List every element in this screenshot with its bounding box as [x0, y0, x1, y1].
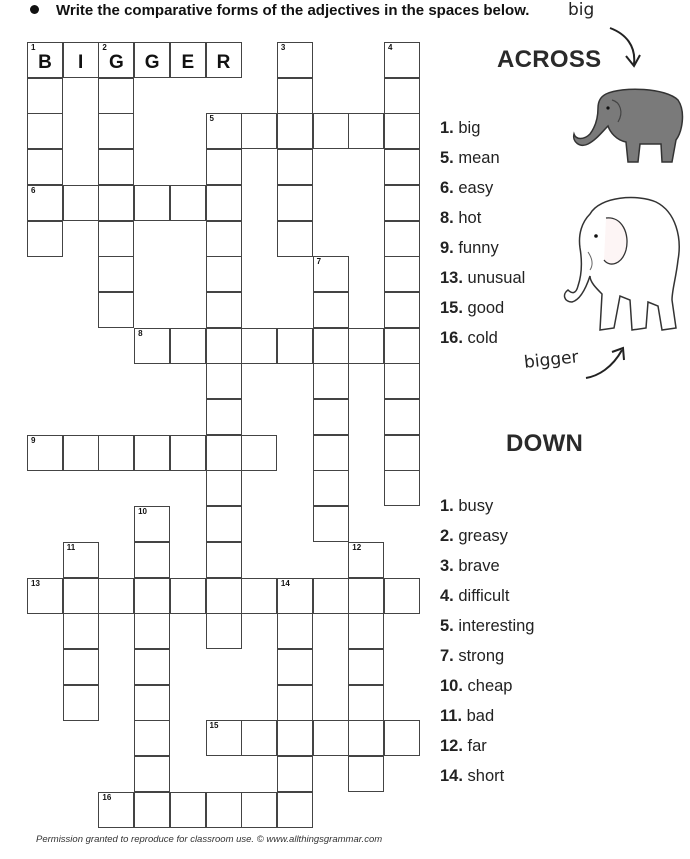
grid-cell[interactable]	[384, 42, 420, 78]
grid-cell[interactable]	[206, 292, 242, 328]
clue-label-number: 10.	[440, 677, 463, 695]
grid-cell[interactable]	[98, 221, 134, 257]
clue-word: difficult	[453, 587, 510, 605]
clue-label-number: 2.	[440, 527, 454, 545]
clue-word: hot	[453, 209, 482, 227]
down-clue	[440, 737, 487, 756]
grid-cell[interactable]	[313, 578, 349, 614]
big-elephant-icon	[560, 190, 688, 340]
clue-number: 2	[102, 43, 107, 52]
clue-label-number: 16.	[440, 329, 463, 347]
grid-cell[interactable]	[27, 435, 63, 471]
grid-cell[interactable]	[241, 328, 277, 364]
across-heading: ACROSS	[497, 46, 602, 73]
clue-number: 13	[31, 578, 40, 588]
grid-cell[interactable]	[27, 78, 63, 114]
grid-cell[interactable]	[134, 506, 170, 542]
example-word: big	[568, 0, 595, 20]
grid-cell[interactable]	[206, 363, 242, 399]
clue-number: 11	[66, 542, 76, 552]
clue-number: 5	[209, 114, 214, 124]
clue-word: busy	[453, 497, 494, 515]
clue-label-number: 13.	[440, 269, 463, 287]
clue-word: interesting	[453, 617, 535, 635]
clue-number: 15	[209, 721, 219, 731]
grid-cell[interactable]	[206, 470, 242, 506]
down-clue	[440, 647, 504, 666]
grid-cell[interactable]	[98, 256, 134, 292]
grid-cell[interactable]	[277, 792, 313, 828]
grid-cell[interactable]	[384, 578, 420, 614]
grid-cell[interactable]	[277, 328, 313, 364]
example-comparative: bigger	[523, 347, 580, 373]
clue-word: brave	[453, 557, 500, 575]
grid-cell[interactable]	[170, 435, 206, 471]
grid-cell[interactable]	[277, 221, 313, 257]
grid-cell[interactable]	[384, 720, 420, 756]
footer-note: Permission granted to reproduce for classroom use. © www.allthingsgrammar.com	[36, 834, 383, 845]
clue-number: 9	[31, 435, 36, 445]
grid-cell[interactable]	[348, 578, 384, 614]
grid-cell[interactable]	[134, 756, 170, 792]
across-clue	[440, 329, 498, 348]
grid-cell[interactable]	[384, 113, 420, 149]
clue-label-number: 8.	[440, 209, 454, 227]
example-letter: G	[109, 52, 124, 73]
clue-label-number: 3.	[440, 557, 454, 575]
grid-cell[interactable]	[313, 328, 349, 364]
clue-number: 12	[352, 542, 362, 552]
grid-cell[interactable]	[63, 185, 99, 221]
across-clue	[440, 149, 500, 168]
grid-cell[interactable]	[206, 578, 242, 614]
grid-cell[interactable]	[313, 256, 349, 292]
grid-cell[interactable]	[63, 542, 99, 578]
clue-label-number: 1.	[440, 497, 454, 515]
grid-cell[interactable]	[384, 328, 420, 364]
grid-cell[interactable]	[348, 113, 384, 149]
clue-label-number: 5.	[440, 617, 454, 635]
grid-cell[interactable]	[348, 720, 384, 756]
grid-cell[interactable]	[348, 649, 384, 685]
grid-cell[interactable]	[348, 328, 384, 364]
grid-cell[interactable]	[241, 435, 277, 471]
grid-cell[interactable]	[98, 42, 134, 78]
clue-number: 16	[102, 792, 112, 802]
clue-word: unusual	[462, 269, 526, 287]
grid-cell[interactable]	[384, 256, 420, 292]
grid-cell[interactable]	[313, 470, 349, 506]
down-clue	[440, 557, 500, 576]
grid-cell[interactable]	[27, 221, 63, 257]
grid-cell[interactable]	[98, 578, 134, 614]
grid-cell[interactable]	[384, 221, 420, 257]
grid-cell[interactable]	[63, 685, 99, 721]
grid-cell[interactable]	[27, 42, 63, 78]
clue-label-number: 9.	[440, 239, 454, 257]
grid-cell[interactable]	[348, 542, 384, 578]
grid-cell[interactable]	[134, 42, 170, 78]
grid-cell[interactable]	[63, 435, 99, 471]
grid-cell[interactable]	[384, 435, 420, 471]
down-clue	[440, 497, 493, 516]
clue-word: mean	[453, 149, 500, 167]
small-elephant-icon	[568, 82, 688, 168]
grid-cell[interactable]	[277, 578, 313, 614]
grid-cell[interactable]	[277, 685, 313, 721]
grid-cell[interactable]	[98, 435, 134, 471]
grid-cell[interactable]	[98, 185, 134, 221]
clue-label-number: 6.	[440, 179, 454, 197]
grid-cell[interactable]	[241, 578, 277, 614]
grid-cell[interactable]	[206, 221, 242, 257]
grid-cell[interactable]	[206, 328, 242, 364]
grid-cell[interactable]	[63, 578, 99, 614]
example-letter: E	[181, 52, 195, 73]
grid-cell[interactable]	[384, 470, 420, 506]
grid-cell[interactable]	[206, 542, 242, 578]
down-clue	[440, 767, 504, 786]
grid-cell[interactable]	[313, 363, 349, 399]
grid-cell[interactable]	[134, 185, 170, 221]
grid-cell[interactable]	[63, 649, 99, 685]
grid-cell[interactable]	[170, 42, 206, 78]
clue-word: big	[453, 119, 481, 137]
clue-number: 14	[280, 578, 290, 588]
grid-cell[interactable]	[134, 792, 170, 828]
grid-cell[interactable]	[277, 78, 313, 114]
grid-cell[interactable]	[134, 435, 170, 471]
grid-cell[interactable]	[313, 435, 349, 471]
grid-cell[interactable]	[134, 720, 170, 756]
grid-cell[interactable]	[206, 399, 242, 435]
clue-number: 3	[280, 43, 286, 52]
clue-word: bad	[462, 707, 495, 725]
grid-cell[interactable]	[27, 113, 63, 149]
grid-cell[interactable]	[348, 756, 384, 792]
instruction-text: Write the comparative forms of the adjectives in the spaces below.	[56, 2, 530, 19]
grid-cell[interactable]	[170, 328, 206, 364]
example-letter: G	[144, 52, 160, 73]
across-clue	[440, 269, 525, 288]
clue-number: 6	[31, 185, 36, 195]
grid-cell[interactable]	[313, 113, 349, 149]
grid-cell[interactable]	[134, 649, 170, 685]
grid-cell[interactable]	[277, 720, 313, 756]
grid-cell[interactable]	[277, 756, 313, 792]
clue-word: strong	[453, 647, 505, 665]
grid-cell[interactable]	[277, 185, 313, 221]
curved-arrow-icon	[600, 26, 650, 76]
grid-cell[interactable]	[384, 185, 420, 221]
instruction	[30, 2, 529, 19]
across-clue	[440, 179, 493, 198]
grid-cell[interactable]	[241, 720, 277, 756]
grid-cell[interactable]	[277, 113, 313, 149]
grid-cell[interactable]	[134, 613, 170, 649]
clue-word: cheap	[462, 677, 513, 695]
clue-word: cold	[462, 329, 498, 347]
grid-cell[interactable]	[313, 399, 349, 435]
grid-cell[interactable]	[277, 649, 313, 685]
grid-cell[interactable]	[384, 149, 420, 185]
across-clue	[440, 119, 480, 138]
grid-cell[interactable]	[98, 78, 134, 114]
grid-cell[interactable]	[241, 113, 277, 149]
grid-cell[interactable]	[170, 578, 206, 614]
grid-cell[interactable]	[277, 149, 313, 185]
clue-label-number: 7.	[440, 647, 454, 665]
grid-cell[interactable]	[313, 292, 349, 328]
example-letter: B	[38, 52, 52, 73]
clue-label-number: 14.	[440, 767, 463, 785]
grid-cell[interactable]	[170, 792, 206, 828]
grid-cell[interactable]	[348, 685, 384, 721]
clue-word: short	[462, 767, 505, 785]
grid-cell[interactable]	[206, 42, 242, 78]
grid-cell[interactable]	[384, 363, 420, 399]
down-clue	[440, 527, 508, 546]
grid-cell[interactable]	[348, 613, 384, 649]
grid-cell[interactable]	[27, 149, 63, 185]
grid-cell[interactable]	[206, 256, 242, 292]
clue-number: 4	[388, 43, 393, 52]
bullet-icon	[30, 5, 39, 14]
grid-cell[interactable]	[206, 720, 242, 756]
grid-cell[interactable]	[206, 613, 242, 649]
clue-word: easy	[453, 179, 494, 197]
clue-number: 10	[138, 507, 147, 517]
clue-word: good	[462, 299, 505, 317]
grid-cell[interactable]	[384, 78, 420, 114]
grid-cell[interactable]	[384, 292, 420, 328]
grid-cell[interactable]	[313, 506, 349, 542]
clue-word: greasy	[453, 527, 508, 545]
grid-cell[interactable]	[98, 113, 134, 149]
down-clue	[440, 587, 509, 606]
grid-cell[interactable]	[241, 792, 277, 828]
down-clue	[440, 707, 494, 726]
clue-word: funny	[453, 239, 499, 257]
clue-label-number: 12.	[440, 737, 463, 755]
grid-cell[interactable]	[206, 113, 242, 149]
grid-cell[interactable]	[277, 42, 313, 78]
grid-cell[interactable]	[134, 328, 170, 364]
grid-cell[interactable]	[384, 399, 420, 435]
down-clue	[440, 617, 534, 636]
grid-cell[interactable]	[277, 613, 313, 649]
grid-cell[interactable]	[98, 149, 134, 185]
example-letter: I	[78, 52, 84, 73]
across-clue	[440, 209, 481, 228]
across-clue	[440, 299, 504, 318]
grid-cell[interactable]	[206, 185, 242, 221]
grid-cell[interactable]	[27, 578, 63, 614]
grid-cell[interactable]	[134, 542, 170, 578]
clue-number: 7	[316, 257, 322, 267]
grid-cell[interactable]	[206, 792, 242, 828]
clue-label-number: 11.	[440, 707, 463, 725]
clue-number: 8	[138, 328, 143, 338]
grid-cell[interactable]	[313, 720, 349, 756]
grid-cell[interactable]	[206, 149, 242, 185]
grid-cell[interactable]	[98, 292, 134, 328]
grid-cell[interactable]	[134, 578, 170, 614]
clue-label-number: 4.	[440, 587, 454, 605]
clue-word: far	[462, 737, 487, 755]
grid-cell[interactable]	[206, 506, 242, 542]
clue-number: 1	[31, 43, 36, 52]
grid-cell[interactable]	[206, 435, 242, 471]
clue-label-number: 1.	[440, 119, 454, 137]
down-clue	[440, 677, 512, 696]
clue-label-number: 15.	[440, 299, 463, 317]
example-letter: R	[216, 52, 231, 73]
grid-cell[interactable]	[134, 685, 170, 721]
down-heading: DOWN	[506, 430, 584, 457]
grid-cell[interactable]	[63, 42, 99, 78]
grid-cell[interactable]	[27, 185, 63, 221]
grid-cell[interactable]	[63, 613, 99, 649]
grid-cell[interactable]	[98, 792, 134, 828]
grid-cell[interactable]	[170, 185, 206, 221]
clue-label-number: 5.	[440, 149, 454, 167]
across-clue	[440, 239, 499, 258]
right-arrow-icon	[582, 344, 632, 384]
